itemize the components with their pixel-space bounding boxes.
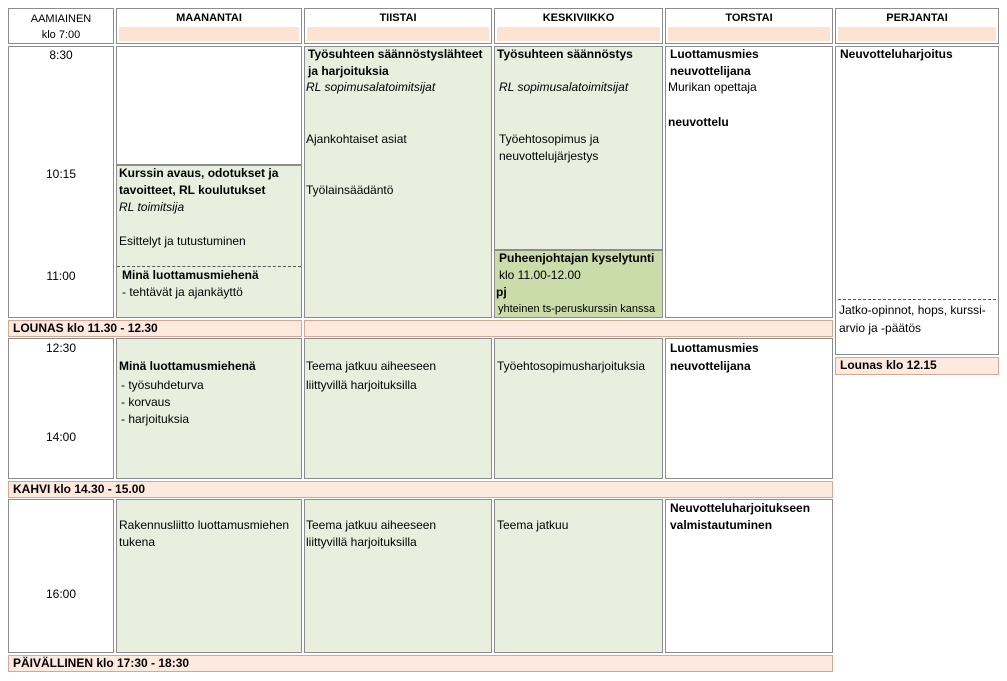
day-label-wednesday: KESKIVIIKKO <box>542 12 615 24</box>
breakfast-time: klo 7:00 <box>41 29 81 41</box>
day-header-friday <box>835 8 999 44</box>
day-label-thursday: TORSTAI <box>725 12 773 24</box>
breakfast-label: AAMIAINEN <box>30 13 92 25</box>
wednesday-chair-title: Puheenjohtajan kyselytunti <box>499 251 655 265</box>
monday-midday-title: Minä luottamusmiehenä <box>119 359 256 373</box>
wednesday-morning-item-2: neuvottelujärjestys <box>499 149 599 163</box>
time-column-midday <box>8 338 114 479</box>
tuesday-midday-line-2: liittyvillä harjoituksilla <box>306 378 417 392</box>
day-header-wednesday <box>494 8 663 44</box>
time-1600: 16:00 <box>45 587 77 601</box>
wednesday-chair-note: yhteinen ts-peruskurssin kanssa <box>498 303 656 315</box>
monday-empty-slot <box>116 46 302 165</box>
tuesday-morning-item-1: Ajankohtaiset asiat <box>306 132 407 146</box>
thursday-afternoon-title-1: Neuvotteluharjoitukseen <box>670 501 811 515</box>
tuesday-morning-title-2: ja harjoituksia <box>308 64 389 78</box>
tuesday-morning-item-2: Työlainsäädäntö <box>306 183 394 197</box>
tuesday-afternoon-line-2: liittyvillä harjoituksilla <box>306 535 417 549</box>
tuesday-morning-role: RL sopimusalatoimitsijat <box>306 80 436 94</box>
day-header-monday <box>116 8 302 44</box>
monday-role-item: - tehtävät ja ajankäyttö <box>122 285 243 299</box>
breakfast-header <box>8 8 114 44</box>
wednesday-morning-role: RL sopimusalatoimitsijat <box>499 80 629 94</box>
time-column-afternoon <box>8 499 114 653</box>
wednesday-morning-item-1: Työehtosopimus ja <box>499 132 600 146</box>
friday-divider <box>838 299 996 300</box>
day-label-monday: MAANANTAI <box>176 12 242 24</box>
thursday-morning-bold: neuvottelu <box>668 115 729 129</box>
monday-midday-item-2: - korvaus <box>121 395 171 409</box>
tuesday-afternoon-line-1: Teema jatkuu aiheeseen <box>306 518 437 532</box>
monday-midday-item-3: - harjoituksia <box>121 412 190 426</box>
thursday-morning-title-1: Luottamusmies <box>670 47 759 61</box>
monday-afternoon-line-2: tukena <box>119 535 156 549</box>
monday-opening-role: RL toimitsija <box>119 200 185 214</box>
wednesday-chair-pj: pj <box>496 285 507 299</box>
dinner-bar: PÄIVÄLLINEN klo 17:30 - 18:30 <box>8 655 833 672</box>
wednesday-morning-title: Työsuhteen säännöstys <box>497 47 633 61</box>
wednesday-chair-time: klo 11.00-12.00 <box>499 268 581 282</box>
time-0830: 8:30 <box>49 48 73 62</box>
time-1400: 14:00 <box>45 430 77 444</box>
monday-afternoon-line-1: Rakennusliitto luottamusmiehen <box>119 518 290 532</box>
coffee-bar: KAHVI klo 14.30 - 15.00 <box>8 481 833 498</box>
thursday-afternoon-title-2: valmistautuminen <box>670 518 773 532</box>
friday-lunch-bar: Lounas klo 12.15 <box>835 357 999 375</box>
monday-role-title: Minä luottamusmiehenä <box>122 268 259 282</box>
tuesday-midday-line-1: Teema jatkuu aiheeseen <box>306 359 437 373</box>
thursday-midday-title-2: neuvottelijana <box>670 359 751 373</box>
thursday-morning-item: Murikan opettaja <box>668 80 757 94</box>
lunch-bar: LOUNAS klo 11.30 - 12.30 <box>8 320 302 337</box>
time-1015: 10:15 <box>45 167 77 181</box>
day-header-tuesday <box>304 8 492 44</box>
wednesday-midday-line: Työehtosopimusharjoituksia <box>497 359 646 373</box>
thursday-midday-title-1: Luottamusmies <box>670 341 759 355</box>
time-1100: 11:00 <box>46 269 76 283</box>
day-header-thursday <box>665 8 833 44</box>
lunch-bar-extension <box>304 320 833 337</box>
friday-morning-title: Neuvotteluharjoitus <box>840 47 953 61</box>
day-label-tuesday: TIISTAI <box>379 12 417 24</box>
time-1230: 12:30 <box>45 341 77 355</box>
day-label-friday: PERJANTAI <box>886 12 948 24</box>
monday-opening-title-1: Kurssin avaus, odotukset ja <box>119 166 279 180</box>
monday-opening-item: Esittelyt ja tutustuminen <box>119 234 246 248</box>
wednesday-afternoon-line: Teema jatkuu <box>497 518 569 532</box>
monday-opening-title-2: tavoitteet, RL koulutukset <box>119 183 266 197</box>
monday-midday-item-1: - työsuhdeturva <box>121 378 204 392</box>
friday-closing-line-2: arvio ja -päätös <box>839 321 922 335</box>
tuesday-morning-title-1: Työsuhteen säännöstyslähteet <box>308 47 483 61</box>
friday-closing-line-1: Jatko-opinnot, hops, kurssi- <box>839 303 986 317</box>
thursday-morning-title-2: neuvottelijana <box>670 64 751 78</box>
